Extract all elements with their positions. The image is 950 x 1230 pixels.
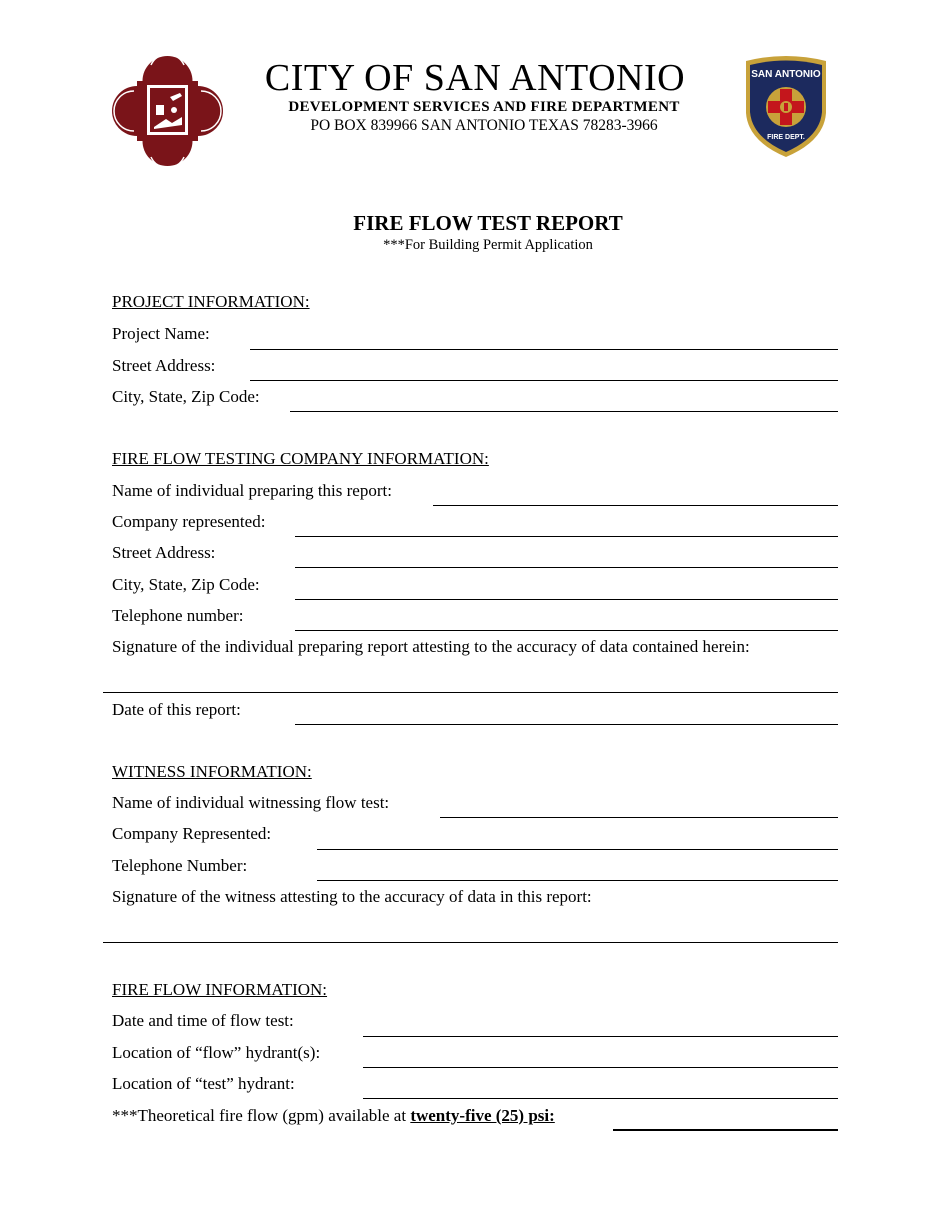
witness-telephone-label: Telephone Number: [112, 856, 248, 875]
project-information-heading: PROJECT INFORMATION: [112, 292, 310, 311]
form-title: FIRE FLOW TEST REPORT [353, 211, 623, 235]
theoretical-fire-flow-text: ***Theoretical fire flow (gpm) available at [112, 1106, 411, 1125]
theoretical-pressure-text: twenty-five (25) psi: [410, 1106, 555, 1125]
test-hydrant-location-label: Location of “test” hydrant: [112, 1074, 295, 1093]
project-city-state-zip-label: City, State, Zip Code: [112, 387, 260, 406]
company-telephone-label: Telephone number: [112, 606, 244, 625]
preparer-signature-statement: Signature of the individual preparing report attesting to the accuracy of data contained herein: [112, 637, 750, 656]
witness-information-heading: WITNESS INFORMATION: [112, 762, 312, 781]
witness-name-field[interactable] [440, 817, 838, 818]
test-hydrant-location-field[interactable] [363, 1098, 838, 1099]
mailing-address: PO BOX 839966 SAN ANTONIO TEXAS 78283-3966 [310, 117, 658, 134]
project-name-label: Project Name: [112, 324, 210, 343]
project-street-address-field[interactable] [250, 380, 838, 381]
witness-name-label: Name of individual witnessing flow test: [112, 793, 390, 812]
company-represented-label: Company represented: [112, 512, 266, 531]
theoretical-fire-flow-field[interactable] [613, 1129, 838, 1131]
badge-top-text: SAN ANTONIO [751, 69, 821, 80]
company-city-state-zip-label: City, State, Zip Code: [112, 575, 260, 594]
witness-signature-statement: Signature of the witness attesting to the accuracy of data in this report: [112, 887, 592, 906]
report-date-label: Date of this report: [112, 700, 241, 719]
badge-bottom-text: FIRE DEPT. [767, 134, 805, 141]
fire-flow-information-heading: FIRE FLOW INFORMATION: [112, 980, 328, 999]
witness-company-field[interactable] [317, 849, 838, 850]
flow-hydrant-location-label: Location of “flow” hydrant(s): [112, 1043, 321, 1062]
company-city-state-zip-field[interactable] [295, 599, 838, 600]
witness-telephone-field[interactable] [317, 880, 838, 881]
company-street-address-label: Street Address: [112, 543, 216, 562]
preparer-signature-field[interactable] [103, 692, 838, 693]
witness-company-label: Company Represented: [112, 824, 272, 843]
company-telephone-field[interactable] [295, 630, 838, 631]
company-represented-field[interactable] [295, 536, 838, 537]
department-name: DEVELOPMENT SERVICES AND FIRE DEPARTMENT [288, 99, 680, 115]
flow-test-datetime-field[interactable] [363, 1036, 838, 1037]
report-date-field[interactable] [295, 724, 838, 725]
flow-hydrant-location-field[interactable] [363, 1067, 838, 1068]
project-street-address-label: Street Address: [112, 356, 216, 375]
theoretical-fire-flow-label [112, 1106, 555, 1126]
form-subtitle: ***For Building Permit Application [383, 237, 593, 253]
witness-signature-field[interactable] [103, 942, 838, 943]
project-city-state-zip-field[interactable] [290, 411, 838, 412]
flow-test-datetime-label: Date and time of flow test: [112, 1011, 294, 1030]
preparer-name-field[interactable] [433, 505, 838, 506]
preparer-name-label: Name of individual preparing this report: [112, 481, 392, 500]
company-street-address-field[interactable] [295, 567, 838, 568]
city-name: CITY OF SAN ANTONIO [264, 57, 686, 99]
company-information-heading: FIRE FLOW TESTING COMPANY INFORMATION: [112, 449, 489, 468]
project-name-field[interactable] [250, 349, 838, 350]
